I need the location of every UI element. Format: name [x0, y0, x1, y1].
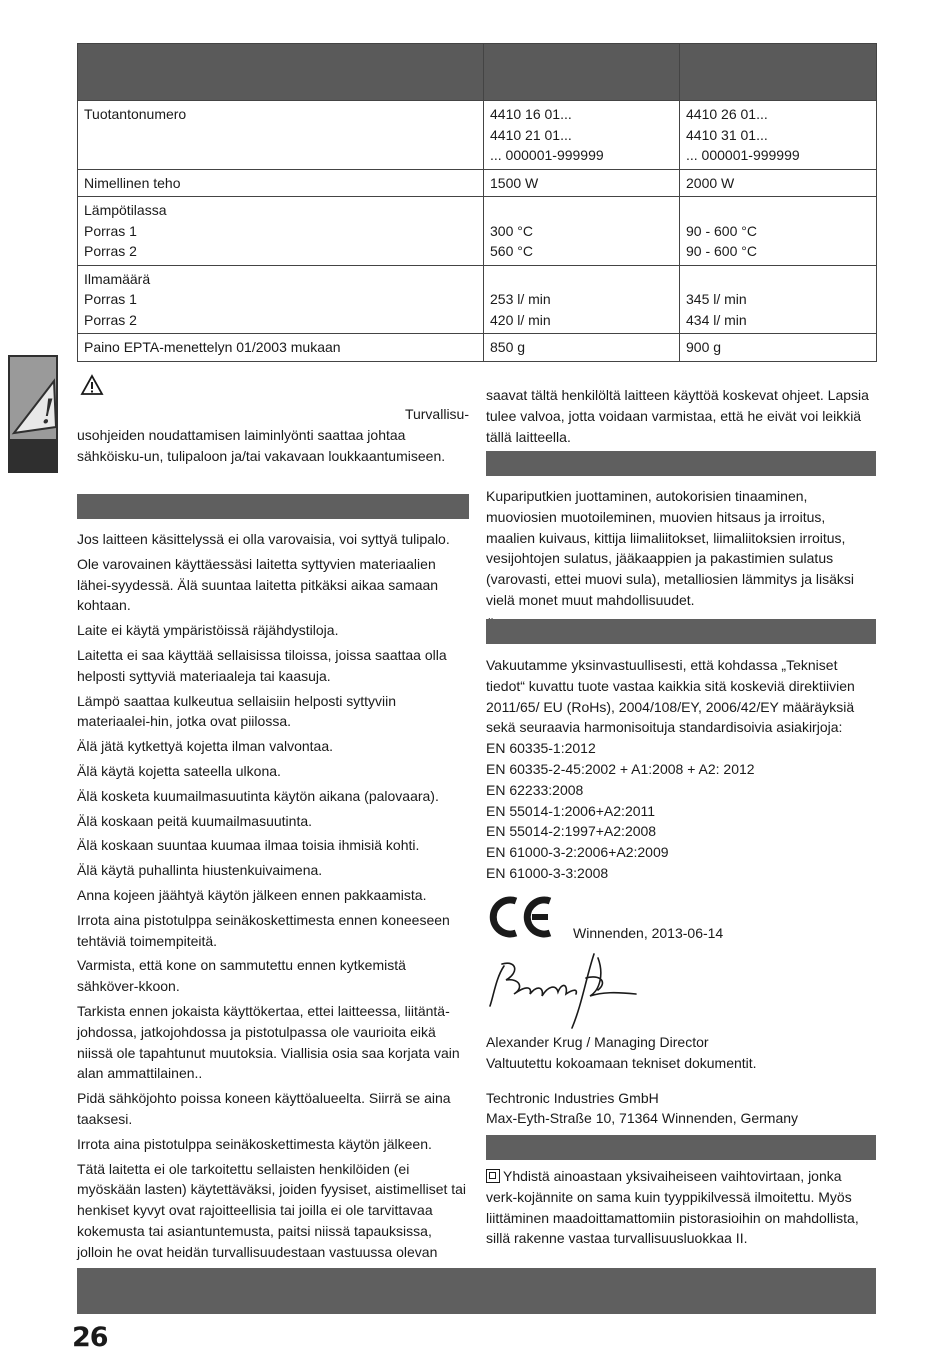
safety-list: [77, 529, 469, 1287]
table-row: [78, 265, 877, 334]
warning-text: usohjeiden noudattamisen laiminlyönti saattaa johtaa sähköisku-un, tulipaloon ja/tai vakavaan loukkaantumiseen.: [77, 426, 446, 464]
table-row: [78, 197, 877, 266]
warning-triangle-icon: [10, 357, 60, 443]
ce-mark-logo: [488, 895, 556, 939]
safety-item: Älä käytä kojetta sateella ulkona.: [77, 762, 281, 779]
safety-item: Irrota aina pistotulppa seinäkoskettimesta käytön jälkeen.: [77, 1135, 432, 1152]
protection-class-ii-icon: [486, 1169, 500, 1183]
safety-item: Älä käytä puhallinta hiustenkuivaimena.: [77, 862, 323, 879]
standard-item: EN 61000-3-2:2006+A2:2009: [486, 844, 669, 861]
warning-tail-word: Turvallisu-: [404, 406, 469, 422]
safety-item: Älä koskaan suuntaa kuumaa ilmaa toisia ihmisiä kohti.: [77, 837, 420, 854]
table-row: [78, 334, 877, 362]
safety-item: Tätä laitetta ei ole tarkoitettu sellaisten henkilöiden (ei myöskään lasten) käytettäväksi, joiden fyysiset, aistimelliset tai henkiset kyvyt ovat rajoitteellisia tai joilla ei ole tarvittavaa kokemusta tai asiantuntemusta, paitsi niissä tapauksissa, jolloin he ovat heidän turvallisuudestaan vastuussa olevan: [77, 1160, 467, 1260]
row-value-model-2: 900 g: [680, 334, 877, 362]
signer-role: Valtuutettu kokoamaan tekniset dokumentit.: [486, 1054, 757, 1071]
safety-item: Ole varovainen käyttäessäsi laitetta syttyvien materiaalien lähei-syydessä. Älä suuntaa laitetta pitkäksi aikaa samaan kohtaan.: [77, 555, 439, 614]
row-value-model-1: 253 l/ min 420 l/ min: [484, 265, 680, 334]
table-header: [78, 44, 877, 101]
safety-item: Pidä sähköjohto poissa koneen käyttöalueelta. Siirrä se aina taaksesi.: [77, 1090, 451, 1127]
table-row: [78, 169, 877, 197]
footer-bar: [77, 1268, 876, 1314]
row-value-model-2: 2000 W: [680, 169, 877, 197]
warning-icon: [80, 374, 104, 396]
row-label: Lämpötilassa Porras 1 Porras 2: [78, 197, 484, 266]
signature: [486, 948, 656, 1033]
safety-item: Tarkista ennen jokaista käyttökertaa, ettei laitteessa, liitäntä-johdossa, jatkojohdossa ja pistotulpassa ole vaurioita eikä niissä ole tapahtunut muutoksia. Viallisia osia saa korjata vain alan ammattilainen..: [77, 1002, 460, 1082]
intended-use-text: Kupariputkien juottaminen, autokorisien tinaaminen, muoviosien muotoileminen, muovien hitsaus ja irroitus, maalien kuivaus, kittija liimaliitokset, liimaliitoksien irroitus, vesijohtojen sulatus, jääkaappien ja pakastimien sulatus (varovasti, ettei muovi sula), metalliosien lämmitys ja lisäksi vielä monet muut mahdollisuudet.: [486, 488, 854, 608]
standard-item: EN 55014-2:1997+A2:2008: [486, 823, 657, 840]
safety-continuation: saavat tältä henkilöltä laitteen käyttöä koskevat ohjeet. Lapsia tulee valvoa, jotta voidaan varmistaa, että he eivät voi leikkiä tällä laitteella.: [486, 387, 869, 445]
section-bar-use: [486, 451, 876, 476]
section-bar-safety: [77, 494, 469, 519]
row-label: Nimellinen teho: [78, 169, 484, 197]
signer-block: [486, 1032, 876, 1129]
row-value-model-2: 90 - 600 °C 90 - 600 °C: [680, 197, 877, 266]
safety-item: Irrota aina pistotulppa seinäkoskettimesta ennen koneeseen tehtäviä toimempiteitä.: [77, 911, 450, 949]
declaration-text: Vakuutamme yksinvastuullisesti, että kohdassa „Tekniset tiedot“ kuvattu tuote vastaa kaikkia sitä koskeviä direktiivien 2011/65/ EU (RoHs), 2004/108/EY, 2006/42/EY määräyksiä sekä seuraavia harmonisoituja standardisoivia asiakirjoja:: [486, 657, 855, 736]
safety-item: Laitetta ei saa käyttää sellaisissa tiloissa, joissa saattaa olla helposti syttyviä materiaaleja tai kaasuja.: [77, 646, 447, 684]
signer-name: Alexander Krug / Managing Director: [486, 1034, 709, 1050]
safety-item: Älä kosketa kuumailmasuutinta käytön aikana (palovaara).: [77, 787, 439, 804]
network-text: Yhdistä ainoastaan yksivaiheiseen vaihtovirtaan, jonka verk-kojännite on sama kuin tyyppikilvessä ilmoitettu. Myös liittäminen maadoittamattomiin pistorasioihin on mahdollista, sillä rakenne vastaa turvallisuusluokkaa II.: [486, 1168, 859, 1247]
safety-item: Varmista, että kone on sammutettu ennen kytkemistä sähköver-kkoon.: [77, 957, 406, 995]
warning-box: [8, 355, 58, 441]
safety-item: Anna kojeen jäähtyä käytön jälkeen ennen pakkaamista.: [77, 886, 427, 903]
row-value-model-1: 300 °C 560 °C: [484, 197, 680, 266]
safety-item: Jos laitteen käsittelyssä ei olla varovaisia, voi syttyä tulipalo.: [77, 531, 450, 547]
standard-item: EN 60335-1:2012: [486, 740, 596, 757]
row-label: Ilmamäärä Porras 1 Porras 2: [78, 265, 484, 334]
row-label: Paino EPTA-menettelyn 01/2003 mukaan: [78, 334, 484, 362]
place-date: Winnenden, 2013-06-14: [573, 925, 724, 941]
side-warning-tab: [8, 355, 58, 473]
table-row: [78, 101, 877, 170]
section-bar-network: [486, 1135, 876, 1160]
row-value-model-2: 345 l/ min 434 l/ min: [680, 265, 877, 334]
row-label: Tuotantonumero: [78, 101, 484, 170]
safety-item: Lämpö saattaa kulkeutua sellaisiin helposti syttyviin materiaalei-hin, jotka ovat piilossa.: [77, 692, 397, 730]
safety-item: Älä koskaan peitä kuumailmasuutinta.: [77, 812, 313, 829]
row-value-model-1: 4410 16 01... 4410 21 01... ... 000001-999999: [484, 101, 680, 170]
standard-item: EN 62233:2008: [486, 781, 584, 798]
standard-item: EN 55014-1:2006+A2:2011: [486, 802, 656, 819]
company-name: Techtronic Industries GmbH: [486, 1089, 659, 1106]
intended-use-section: [486, 486, 876, 640]
standard-item: EN 60335-2-45:2002 + A1:2008 + A2: 2012: [486, 760, 755, 777]
row-value-model-2: 4410 26 01... 4410 31 01... ... 000001-999999: [680, 101, 877, 170]
safety-item: Laite ei käytä ympäristöissä räjähdystiloja.: [77, 622, 339, 639]
row-value-model-1: 1500 W: [484, 169, 680, 197]
company-address: Max-Eyth-Straße 10, 71364 Winnenden, Germany: [486, 1110, 799, 1127]
section-bar-declaration: [486, 619, 876, 644]
declaration-section: [486, 655, 876, 884]
network-section: [486, 1166, 876, 1249]
svg-text:!: !: [41, 392, 55, 432]
row-value-model-1: 850 g: [484, 334, 680, 362]
warning-section: [77, 374, 469, 466]
tech-data-table: [77, 43, 877, 362]
standard-item: EN 61000-3-3:2008: [486, 864, 609, 881]
safety-item: Älä jätä kytkettyä kojetta ilman valvontaa.: [77, 738, 334, 755]
page-number: 26: [72, 1322, 108, 1353]
